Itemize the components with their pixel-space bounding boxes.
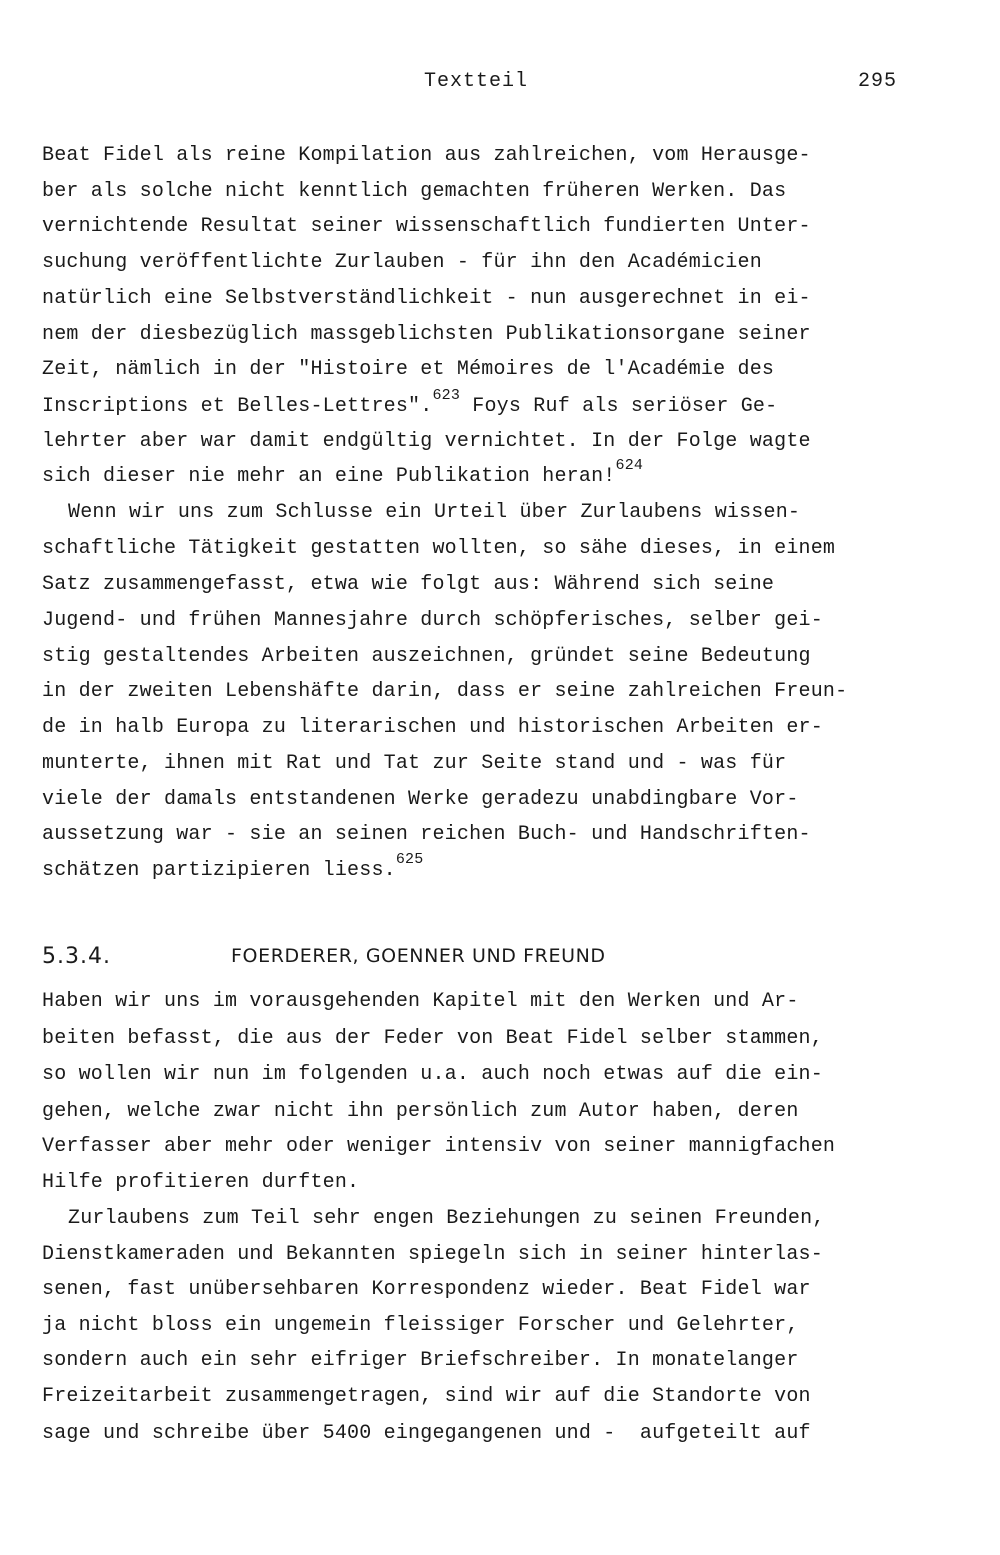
text-segment: Inscriptions et Belles-Lettres". (42, 395, 433, 418)
text-line: sage und schreibe über 5400 eingegangenen und - aufgeteilt auf (42, 1422, 811, 1445)
page-number: 295 (858, 70, 898, 93)
text-segment: Foys Ruf als seriöser Ge- (460, 395, 778, 418)
text-segment: schätzen partizipieren liess. (42, 859, 396, 882)
text-line: munterte, ihnen mit Rat und Tat zur Seite stand und - was für (42, 752, 787, 775)
text-line: suchung veröffentlichte Zurlauben - für ihn den Académicien (42, 251, 762, 274)
text-line: Wenn wir uns zum Schlusse ein Urteil über Zurlaubens wissen- (68, 501, 801, 524)
text-line: gehen, welche zwar nicht ihn persönlich zum Autor haben, deren (42, 1100, 799, 1123)
running-header: Textteil (424, 70, 529, 93)
text-line (42, 457, 644, 488)
text-line: Zurlaubens zum Teil sehr engen Beziehungen zu seinen Freunden, (68, 1207, 825, 1230)
text-line: schaftliche Tätigkeit gestatten wollten, so sähe dieses, in einem (42, 537, 836, 560)
text-line: vernichtende Resultat seiner wissenschaftlich fundierten Unter- (42, 215, 811, 238)
footnote-ref-624: 624 (615, 457, 644, 474)
text-line: in der zweiten Lebenshäfte darin, dass er seine zahlreichen Freun- (42, 680, 848, 703)
text-line: senen, fast unübersehbaren Korrespondenz wieder. Beat Fidel war (42, 1278, 811, 1301)
section-number: 5.3.4. (42, 944, 111, 969)
text-line: Dienstkameraden und Bekannten spiegeln sich in seiner hinterlas- (42, 1243, 823, 1266)
text-line: lehrter aber war damit endgültig vernichtet. In der Folge wagte (42, 430, 811, 453)
text-line (42, 851, 424, 882)
footnote-ref-625: 625 (395, 851, 424, 868)
text-line: Satz zusammengefasst, etwa wie folgt aus: Während sich seine (42, 573, 775, 596)
text-line: so wollen wir nun im folgenden u.a. auch noch etwas auf die ein- (42, 1063, 823, 1086)
text-line: beiten befasst, die aus der Feder von Beat Fidel selber stammen, (42, 1027, 823, 1050)
text-line: nem der diesbezüglich massgeblichsten Publikationsorgane seiner (42, 323, 811, 346)
text-line: stig gestaltendes Arbeiten auszeichnen, gründet seine Bedeutung (42, 645, 811, 668)
text-line: Hilfe profitieren durften. (42, 1171, 360, 1194)
text-line: Freizeitarbeit zusammengetragen, sind wir auf die Standorte von (42, 1385, 811, 1408)
text-line: aussetzung war - sie an seinen reichen Buch- und Handschriften- (42, 823, 811, 846)
text-line: natürlich eine Selbstverständlichkeit - nun ausgerechnet in ei- (42, 287, 811, 310)
section-title: FOERDERER, GOENNER UND FREUND (231, 945, 606, 967)
text-line (42, 387, 778, 418)
text-line: de in halb Europa zu literarischen und historischen Arbeiten er- (42, 716, 823, 739)
text-line: ber als solche nicht kenntlich gemachten früheren Werken. Das (42, 180, 787, 203)
text-line: viele der damals entstandenen Werke geradezu unabdingbare Vor- (42, 788, 799, 811)
text-line: sondern auch ein sehr eifriger Briefschreiber. In monatelanger (42, 1349, 799, 1372)
text-segment: sich dieser nie mehr an eine Publikation heran! (42, 465, 616, 488)
footnote-ref-623: 623 (432, 387, 461, 404)
text-line: ja nicht bloss ein ungemein fleissiger Forscher und Gelehrter, (42, 1314, 799, 1337)
text-line: Verfasser aber mehr oder weniger intensiv von seiner mannigfachen (42, 1135, 836, 1158)
text-line: Zeit, nämlich in der "Histoire et Mémoires de l'Académie des (42, 358, 775, 381)
text-line: Beat Fidel als reine Kompilation aus zahlreichen, vom Herausge- (42, 144, 811, 167)
text-line: Haben wir uns im vorausgehenden Kapitel mit den Werken und Ar- (42, 990, 799, 1013)
text-line: Jugend- und frühen Mannesjahre durch schöpferisches, selber gei- (42, 609, 823, 632)
